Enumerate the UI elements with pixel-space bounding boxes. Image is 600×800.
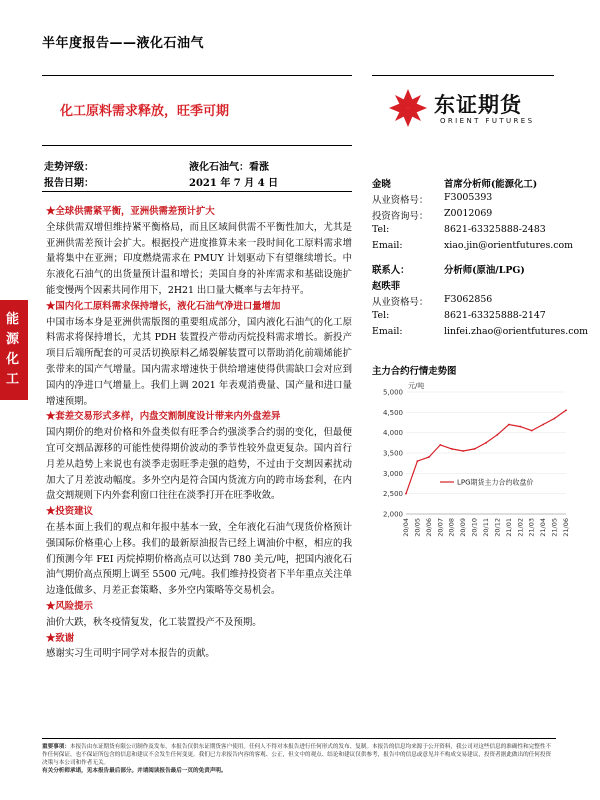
trend-value: 液化石油气：看涨 [189,162,269,173]
x-tick-label: 20/07 [436,518,445,537]
tel-row [372,310,562,326]
x-tick-label: 21/02 [516,518,525,537]
contact-label: 联系人： [372,265,410,276]
data-point [462,450,464,452]
analyst-role: 分析师(原油/LPG) [444,265,525,276]
x-tick-label: 21/03 [527,518,536,537]
y-tick-label: 2,500 [382,490,403,499]
date-label: 报告日期： [44,178,94,189]
license-label: 从业资格号： [372,195,429,206]
x-tick-label: 20/06 [424,518,433,537]
data-point [508,424,510,426]
x-tick-label: 20/11 [482,518,490,537]
x-tick-label: 20/12 [493,518,502,537]
report-headline: 化工原料需求释放，旺季可期 [60,104,230,119]
x-tick-label: 20/04 [402,518,410,537]
disclaimer-text: 本报告由东证期货有限公司制作及发布，本报告仅供东证期货客户使用。任何人不得对本报告进行任何形式的发布、复制。本报告的信息均来源于公开资料，我公司对这些信息的准确性和完整性不作任何保证，也不保证所包含的信息和建议不会发生任何变更。我们已力求报告内容的客观、公正，但文中的观点、结论和建议仅供参考，报告中的信息或意见并不构成交易建议，投资者据此做出的任何投资决策与本公司和作者无关。 [42,744,552,766]
data-point [439,444,441,446]
disclaimer-label: 重要事项： [42,744,70,750]
analyst-name-row [372,176,562,192]
x-tick-label: 20/10 [470,518,479,537]
trend-rating-row [44,158,354,172]
license-number: F3062856 [444,294,493,305]
analyst-name-row [372,278,562,294]
report-date-row [44,174,354,188]
tel-number: 8621-63325888-2483 [444,224,546,235]
tel-number: 8621-63325888-2147 [444,310,546,321]
x-tick-label: 20/08 [447,518,456,537]
email-link[interactable]: xiao.jin@orientfutures.com [444,240,574,251]
section-text: 全球供需双增但维持紧平衡格局，而且区域间供需不平衡性加大，尤其是亚洲供需差预计会扩大。根据投产进度推算未来一段时间化工原料需求增量将集中在亚洲；印度燃烧需求在 PMUY 计划驱动下有望继续增长。中东液化石油气的出货量预计温和增长；美国自身的补库需求和基础设施扩能变慢两个因素共同作用下，2H21 出口量大概率与去年持平。 [46,221,352,296]
chart-title: 主力合约行情走势图 [372,366,457,377]
category-label: 能源化工 [6,312,20,387]
license-row [372,192,562,208]
section [46,204,352,299]
section-text: 油价大跌，秋冬疫情复发，化工装置投产不及预期。 [46,616,262,628]
tel-label: Tel: [372,310,390,321]
section-heading: ★风险提示 [46,600,93,612]
logo-mark-icon [388,88,428,128]
x-tick-label: 21/06 [562,518,570,537]
report-body [46,204,352,662]
analyst-name: 金晓 [372,179,391,190]
analyst-panel [372,176,589,342]
data-point [417,460,419,462]
x-tick-label: 21/04 [539,518,548,537]
section [46,504,352,599]
y-tick-label: 4,500 [382,408,403,417]
document-type: 半年度报告——液化石油气 [42,36,205,51]
data-point [565,409,567,411]
logo-english-text: ORIENT FUTURES [440,117,535,125]
logo-chinese-text: 东证期货 [434,93,522,117]
license-label: 从业资格号： [372,297,429,308]
section-heading: ★套差交易形式多样，内盘交割制度设计带来内外盘差异 [46,411,281,423]
section-heading: ★全球供需紧平衡，亚洲供需差预计扩大 [46,206,215,217]
y-axis-unit: 元/吨 [408,382,425,390]
disclaimer [42,738,556,775]
meta-bottom-rule [42,191,352,192]
section [46,299,352,410]
company-logo [388,88,558,134]
data-point [497,434,499,436]
section-heading: ★致谢 [46,632,75,644]
data-point [428,456,430,458]
y-tick-label: 5,000 [382,388,403,397]
contact-label-row [372,262,562,278]
data-point [519,426,521,428]
advisor-number: Z0012069 [444,208,493,219]
section [46,409,352,504]
tel-label: Tel: [372,224,390,235]
email-label: Email: [372,240,403,251]
email-row [372,240,574,256]
data-point [405,493,407,495]
advisor-label: 投资咨询号： [372,211,429,222]
header-rule-right [372,75,554,76]
x-tick-label: 20/05 [413,518,422,537]
data-point [474,448,476,450]
meta-top-rule [42,145,352,146]
advisor-row [372,208,562,224]
y-tick-label: 3,000 [382,469,403,478]
email-label: Email: [372,326,403,337]
analyst-name: 赵昳菲 [372,281,401,292]
data-point [485,442,487,444]
date-value: 2021 年 7 月 4 日 [189,178,279,189]
data-point [554,418,556,420]
data-point [451,448,453,450]
section [46,631,352,663]
section-text: 国内期价的绝对价格和外盘类似有旺季合约强淡季合约弱的变化，但最便宜可交割品源移的可能性使得期价波动的季节性较外盘更复杂。国内首行月差从趋势上来说也有淡季走弱旺季走强的趋势，不过由于交割因素扰动加大了月差波动幅度。多外空内是符合国内货流方向的跨市场套利，在内盘交割规则下内外套利窗口往往在淡季打开在旺季收敛。 [46,427,352,502]
price-chart-svg [370,378,570,558]
category-sidebar [0,300,28,400]
y-tick-label: 2,000 [382,510,403,519]
analyst-role: 首席分析师(能源化工) [444,179,538,190]
license-row [372,294,562,310]
tel-row [372,224,562,240]
license-number: F3005393 [444,192,493,203]
data-point [531,430,533,432]
y-tick-label: 4,000 [382,429,403,438]
section-text: 中国市场本身是亚洲供需版图的重要组成部分，国内液化石油气的化工原料需求将保持增长，尤其 PDH 装置投产带动丙烷投料需求增长。新投产项目后端所配套的可灵活切换原料乙烯裂解装置可以帮助消化前端烯能扩张带来的国产气增量。国内需求增速快于供给增速使得供需缺口会对应到国内的净进口气增量上。我们上调 2021 年表观消费量、国产量和进口量增速预期。 [46,316,352,407]
price-chart [370,378,570,558]
y-tick-label: 3,500 [382,449,403,458]
header-rule [42,75,352,76]
disclaimer-related: 有关分析师承诺，见本报告最后部分。并请阅读报告最后一页的免责声明。 [42,768,227,774]
section-heading: ★国内化工原料需求保持增长，液化石油气净进口量增加 [46,300,281,312]
legend-label: LPG期货主力合约收盘价 [457,478,534,487]
data-point [542,424,544,426]
section-heading: ★投资建议 [46,506,93,518]
trend-label: 走势评级： [44,162,94,173]
x-tick-label: 20/09 [459,518,468,537]
email-row [372,326,589,342]
x-tick-label: 21/05 [550,518,559,537]
x-tick-label: 21/01 [504,518,513,537]
section [46,599,352,631]
section-text: 感谢实习生司明宇同学对本报告的贡献。 [46,648,215,660]
email-link[interactable]: linfei.zhao@orientfutures.com [444,326,589,337]
section-text: 在基本面上我们的观点和年报中基本一致，全年液化石油气现货价格预计强国际价格重心上移。我们的最新原油报告已经上调油价中枢，相应的我们预测今年 FEI 丙烷掉期价格高点可以达到 780 美元/吨，把国内液化石油气期价高点预期上调至 5500 元/吨。我们维持投资者下半年重点关注单边逢低做多、月差正套策略、多外空内策略等交易机会。 [46,521,352,597]
